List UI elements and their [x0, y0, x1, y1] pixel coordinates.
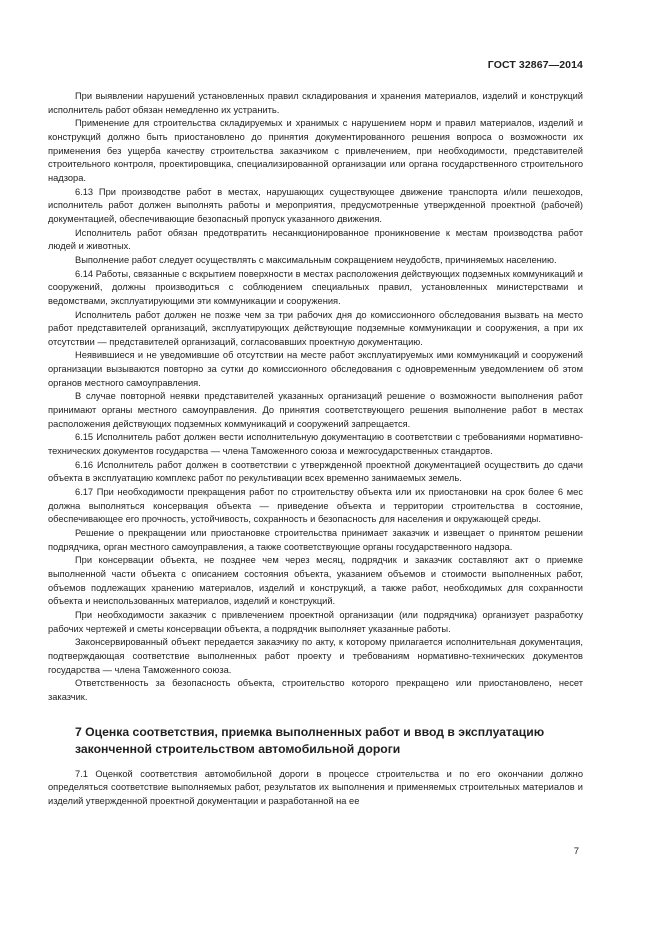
paragraph: Исполнитель работ должен не позже чем за три рабочих дня до комиссионного обследования вызвать на место работ представителей организаций, эксплуатирующих действующие подземные коммуникации и сооружения, а при их отсутствии — представителей организаций, согласовавших проектную документацию.	[48, 309, 583, 347]
paragraph: 6.15 Исполнитель работ должен вести исполнительную документацию в соответствии с требованиями нормативно-технических документов государства — члена Таможенного союза и межгосударственных стандартов.	[48, 432, 583, 457]
page-number: 7	[573, 846, 579, 857]
paragraph: Выполнение работ следует осуществлять с максимальным сокращением неудобств, причиняемых населению.	[75, 254, 557, 265]
paragraph: Законсервированный объект передается заказчику по акту, к которому прилагается исполнительная документация, подтверждающая соответствие выполненных работ проекту и требованиям нормативно-технических документов государства — члена Таможенного союза.	[48, 637, 583, 675]
section-heading: 7 Оценка соответствия, приемка выполненных работ и ввод в эксплуатацию законченной строительством автомобильной дороги	[75, 724, 545, 756]
standard-header: ГОСТ 32867—2014	[487, 59, 583, 71]
paragraph: 6.17 При необходимости прекращения работ по строительству объекта или их приостановки на срок более 6 мес должна выполняться консервация объекта — приведение объекта и территории строительства в состояние, обеспечивающее его прочность, устойчивость, сохранность и безопасность для населения и окружающей среды.	[48, 487, 583, 525]
paragraph: При необходимости заказчик с привлечением проектной организации (или подрядчика) организует разработку рабочих чертежей и сметы консервации объекта, а подрядчик выполняет указанные работы.	[48, 609, 583, 634]
document-body	[48, 90, 583, 809]
paragraph: 6.16 Исполнитель работ должен в соответствии с утвержденной проектной документацией осуществить до сдачи объекта в эксплуатацию комплекс работ по рекультивации всех временно занимаемых земель.	[48, 459, 583, 484]
paragraph: 6.14 Работы, связанные с вскрытием поверхности в местах расположения действующих подземных коммуникаций и сооружений, должны производиться с соблюдением специальных правил, установленных министерствами и ведомствами, эксплуатирующими эти коммуникации и сооружения.	[48, 268, 583, 306]
section-paragraph: 7.1 Оценкой соответствия автомобильной дороги в процессе строительства и по его окончании должно определяться соответствие выполняемых работ, результатов их выполнения и применяемых строительных материалов и изделий утвержденной проектной документации и разработанной на ее	[48, 768, 583, 806]
paragraph: В случае повторной неявки представителей указанных организаций решение о возможности выполнения работ принимают органы местного самоуправления. До принятия соответствующего решения выполнение работ в местах расположения действующих подземных коммуникаций и сооружений запрещается.	[48, 391, 583, 429]
paragraph: При выявлении нарушений установленных правил складирования и хранения материалов, изделий и конструкций исполнитель работ обязан немедленно их устранить.	[48, 91, 583, 115]
paragraphs-before-section	[48, 90, 583, 705]
paragraph: Решение о прекращении или приостановке строительства принимает заказчик и извещает о принятом решении подрядчика, орган местного самоуправления, а также соответствующие органы государственного надзора.	[48, 528, 583, 552]
paragraph: Ответственность за безопасность объекта, строительство которого прекращено или приостановлено, несет заказчик.	[48, 678, 583, 702]
paragraph: Применение для строительства складируемых и хранимых с нарушением норм и правил материалов, изделий и конструкций должно быть приостановлено до принятия документированного решения вопроса о возможности их применения без ущерба качеству строительства заказчиком с привлечением, при необходимости, представителей строительного контроля, проектировщика, специализированной организации или органа государственного строительного надзора.	[48, 118, 583, 183]
paragraph: Исполнитель работ обязан предотвратить несанкционированное проникновение к местам производства работ людей и животных.	[48, 227, 583, 252]
paragraph: 6.13 При производстве работ в местах, нарушающих существующее движение транспорта и/или пешеходов, исполнитель работ должен выполнять работы и мероприятия, предусмотренные утвержденной проектной (рабочей) документацией, обеспечивающие безопасный пропуск указанного движения.	[48, 186, 583, 224]
paragraph: При консервации объекта, не позднее чем через месяц, подрядчик и заказчик составляют акт о приемке выполненной части объекта с описанием состояния объекта, указанием объемов и стоимости выполненных работ, объемов подлежащих хранению материалов, изделий и конструкций, а также работ, необходимых для сохранности объекта и неиспользованных материалов, изделий и конструкций.	[48, 555, 583, 607]
paragraph: Неявившиеся и не уведомившие об отсутствии на месте работ эксплуатируемых ими коммуникаций и сооружений организации вызываются повторно за сутки до комиссионного обследования с одновременным уведомлением об этом органов местного самоуправления.	[48, 350, 583, 388]
